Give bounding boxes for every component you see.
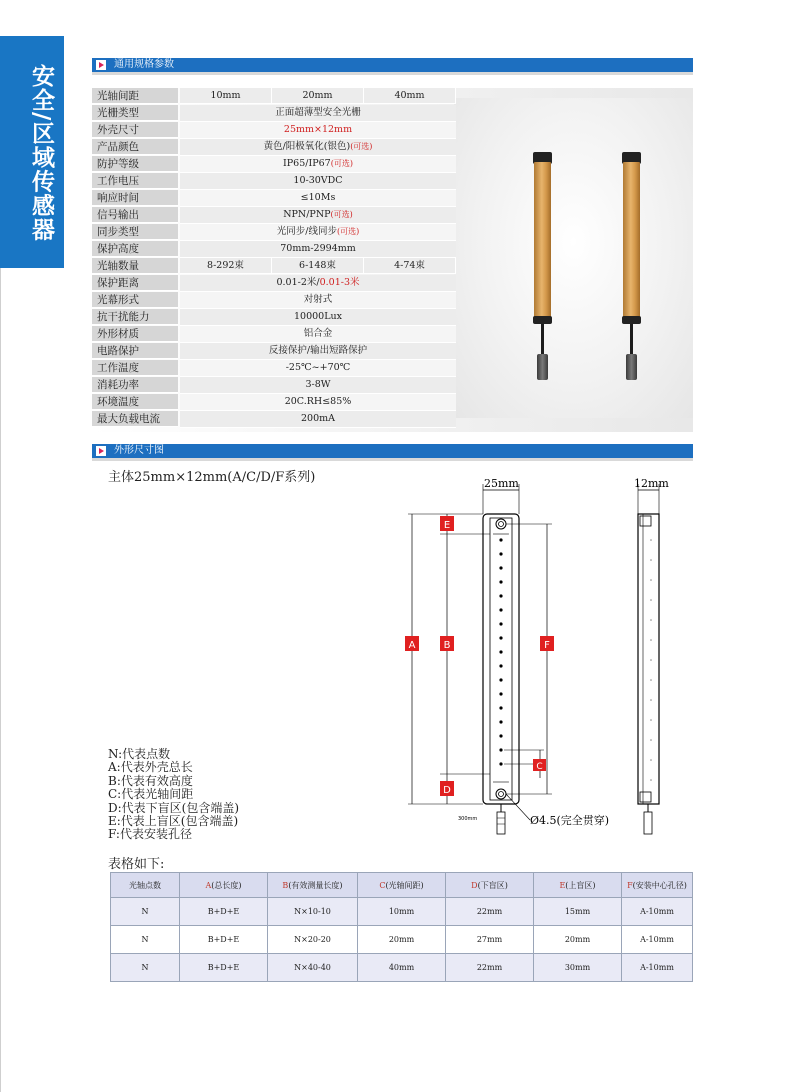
spec-value: 光同步/线同步(可选) bbox=[180, 224, 456, 241]
width-dimension-label: 25mm bbox=[484, 477, 519, 490]
spec-value: 10-30VDC bbox=[180, 173, 456, 190]
spec-row bbox=[92, 360, 456, 376]
spec-row bbox=[92, 309, 456, 325]
legend-item: B:代表有效高度 bbox=[108, 773, 193, 788]
marker-c: C bbox=[536, 762, 543, 772]
spec-label: 保护高度 bbox=[92, 241, 178, 257]
table-cell: 30mm bbox=[534, 954, 622, 982]
spec-value: ≤10Ms bbox=[180, 190, 456, 207]
spec-label: 抗干扰能力 bbox=[92, 309, 178, 325]
table-cell: 22mm bbox=[446, 898, 534, 926]
table-cell: 10mm bbox=[358, 898, 446, 926]
spec-label: 产品颜色 bbox=[92, 139, 178, 155]
table-cell: N bbox=[111, 926, 180, 954]
spec-label: 消耗功率 bbox=[92, 377, 178, 393]
section-title: 通用规格参数 bbox=[114, 59, 174, 70]
spec-row bbox=[92, 377, 456, 393]
legend-item: E:代表上盲区(包含端盖) bbox=[108, 814, 239, 829]
spec-label: 外壳尺寸 bbox=[92, 122, 178, 138]
spec-value: 70mm-2994mm bbox=[180, 241, 456, 258]
spec-value: 0.01-2米/0.01-3米 bbox=[180, 275, 456, 292]
spec-row-beams bbox=[92, 258, 456, 274]
table-cell: A-10mm bbox=[622, 926, 693, 954]
spec-value: 铝合金 bbox=[180, 326, 456, 343]
spec-row-pitch bbox=[92, 88, 456, 104]
legend-item: F:代表安装孔径 bbox=[108, 827, 192, 842]
spec-cell: 6-148束 bbox=[272, 258, 364, 274]
spec-label: 信号输出 bbox=[92, 207, 178, 223]
table-header-cell: C(光轴间距) bbox=[358, 873, 446, 898]
spec-row bbox=[92, 105, 456, 121]
legend-item: A:代表外壳总长 bbox=[108, 760, 193, 775]
table-header-cell: B(有效测量长度) bbox=[268, 873, 358, 898]
spec-label: 防护等级 bbox=[92, 156, 178, 172]
dimension-markers bbox=[405, 516, 554, 796]
spec-label: 保护距离 bbox=[92, 275, 178, 291]
left-border-line bbox=[0, 268, 1, 1092]
spec-value: -25℃~+70℃ bbox=[180, 360, 456, 377]
spec-row bbox=[92, 411, 456, 427]
table-header-row bbox=[111, 873, 693, 898]
spec-row-distance bbox=[92, 275, 456, 291]
spec-row bbox=[92, 156, 456, 172]
side-category-label: 安全/区域传感器 bbox=[28, 64, 54, 242]
spec-row bbox=[92, 173, 456, 189]
spec-value: 200mA bbox=[180, 411, 456, 428]
table-cell: N bbox=[111, 898, 180, 926]
spec-label: 光栅类型 bbox=[92, 105, 178, 121]
table-cell: 20mm bbox=[534, 926, 622, 954]
spec-label: 电路保护 bbox=[92, 343, 178, 359]
product-photo bbox=[454, 98, 693, 418]
spec-label: 最大负载电流 bbox=[92, 411, 178, 427]
marker-f: F bbox=[544, 640, 550, 651]
spec-row bbox=[92, 207, 456, 223]
spec-value: 20C.RH≤85% bbox=[180, 394, 456, 411]
section-header-specs bbox=[92, 58, 693, 74]
spec-table bbox=[92, 88, 693, 432]
spec-value: 25mm×12mm bbox=[180, 122, 456, 139]
spec-cell: 4-74束 bbox=[364, 258, 456, 274]
spec-label: 响应时间 bbox=[92, 190, 178, 206]
spec-label: 工作温度 bbox=[92, 360, 178, 376]
spec-label: 外形材质 bbox=[92, 326, 178, 342]
marker-a: A bbox=[408, 640, 416, 651]
marker-b: B bbox=[443, 640, 451, 651]
spec-row bbox=[92, 241, 456, 257]
dimension-table bbox=[110, 872, 693, 982]
table-row bbox=[111, 898, 693, 926]
legend bbox=[108, 748, 239, 842]
marker-d: D bbox=[443, 785, 451, 796]
table-row bbox=[111, 954, 693, 982]
spec-cell: 8-292束 bbox=[180, 258, 272, 274]
table-cell: B+D+E bbox=[180, 926, 268, 954]
legend-item: N:代表点数 bbox=[108, 747, 171, 761]
spec-label: 光幕形式 bbox=[92, 292, 178, 308]
spec-value: NPN/PNP(可选) bbox=[180, 207, 456, 224]
table-cell: A-10mm bbox=[622, 898, 693, 926]
spec-label: 光轴间距 bbox=[92, 88, 178, 104]
table-header-cell: D(下盲区) bbox=[446, 873, 534, 898]
spec-value: 3-8W bbox=[180, 377, 456, 394]
table-cell: N bbox=[111, 954, 180, 982]
spec-value: 10000Lux bbox=[180, 309, 456, 326]
cable-length-label: 300mm bbox=[458, 816, 478, 822]
spec-row bbox=[92, 326, 456, 342]
spec-value: 正面超薄型安全光栅 bbox=[180, 105, 456, 122]
spec-value: IP65/IP67(可选) bbox=[180, 156, 456, 173]
spec-row bbox=[92, 394, 456, 410]
arrow-bullet-icon bbox=[96, 60, 106, 70]
table-cell: 27mm bbox=[446, 926, 534, 954]
spec-value: 黄色/阳极氧化(银色)(可选) bbox=[180, 139, 456, 156]
table-cell: 20mm bbox=[358, 926, 446, 954]
spec-row bbox=[92, 224, 456, 240]
spec-cell: 20mm bbox=[272, 88, 364, 104]
table-cell: N×10-10 bbox=[268, 898, 358, 926]
spec-label: 光轴数量 bbox=[92, 258, 178, 274]
table-cell: B+D+E bbox=[180, 898, 268, 926]
hole-label: Ø4.5(完全贯穿) bbox=[530, 814, 610, 827]
spec-row bbox=[92, 190, 456, 206]
section-title: 外形尺寸图 bbox=[114, 445, 164, 456]
table-header-cell: E(上盲区) bbox=[534, 873, 622, 898]
table-cell: A-10mm bbox=[622, 954, 693, 982]
spec-row bbox=[92, 122, 456, 138]
side-category-tab bbox=[0, 36, 64, 268]
spec-value: 对射式 bbox=[180, 292, 456, 309]
spec-row bbox=[92, 292, 456, 308]
spec-label: 环境温度 bbox=[92, 394, 178, 410]
table-cell: 40mm bbox=[358, 954, 446, 982]
table-cell: N×40-40 bbox=[268, 954, 358, 982]
spec-row bbox=[92, 343, 456, 359]
depth-dimension-label: 12mm bbox=[634, 477, 669, 490]
table-header-cell: 光轴点数 bbox=[111, 873, 180, 898]
spec-label: 同步类型 bbox=[92, 224, 178, 240]
legend-item: D:代表下盲区(包含端盖) bbox=[108, 800, 240, 815]
marker-e: E bbox=[443, 520, 451, 531]
spec-value: 反接保护/输出短路保护 bbox=[180, 343, 456, 360]
table-header-cell: A(总长度) bbox=[180, 873, 268, 898]
table-cell: 15mm bbox=[534, 898, 622, 926]
table-title: 表格如下: bbox=[108, 857, 165, 872]
table-cell: N×20-20 bbox=[268, 926, 358, 954]
body-size-title: 主体25mm×12mm(A/C/D/F系列) bbox=[108, 470, 316, 485]
spec-row bbox=[92, 139, 456, 155]
table-header-cell: F(安装中心孔径) bbox=[622, 873, 693, 898]
spec-cell: 10mm bbox=[180, 88, 272, 104]
spec-label: 工作电压 bbox=[92, 173, 178, 189]
dimension-drawing bbox=[380, 470, 680, 840]
arrow-bullet-icon bbox=[96, 446, 106, 456]
table-cell: 22mm bbox=[446, 954, 534, 982]
section-header-dimensions bbox=[92, 444, 693, 460]
table-cell: B+D+E bbox=[180, 954, 268, 982]
spec-cell: 40mm bbox=[364, 88, 456, 104]
table-row bbox=[111, 926, 693, 954]
legend-item: C:代表光轴间距 bbox=[108, 787, 194, 802]
